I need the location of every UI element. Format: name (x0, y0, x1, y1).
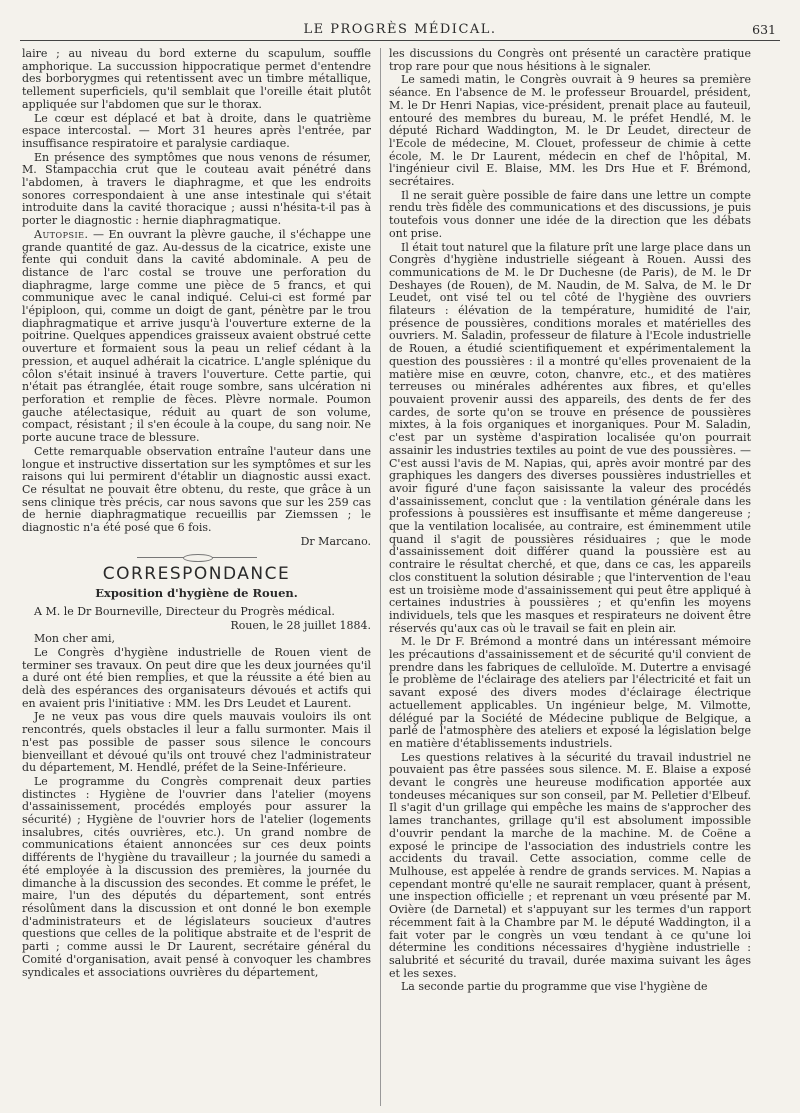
letter-address: A M. le Dr Bourneville, Directeur du Progrès médical. (34, 604, 335, 618)
column-divider (380, 48, 381, 1106)
paragraph: En présence des symptômes que nous venons de résumer, M. Stampacchia crut que le couteau avait pénétré dans l'abdomen, à travers le diaphragme, et que les endroits sonores correspondaient à une anse intestinale qui s'était introduite dans la cavité thoracique ; aussi n'hésita-t-il pas à porter le diagnostic : hernie diaphragmatique. (22, 150, 371, 228)
signature: Dr Marcano. (300, 534, 371, 548)
paragraph: Les questions relatives à la sécurité du travail industriel ne pouvaient pas être passées sous silence. M. E. Blaise a exposé devant le congrès une heureuse modification apportée aux tondeuses mécaniques sur son conseil, par M. Pelletier d'Elbeuf. Il s'agit d'un grillage qui empêche les mains de s'approcher des lames tranchantes, grillage qu'il est absolument impossible d'ouvrir pendant la marche de la machine. M. de Coëne a exposé le principe de l'association des industriels contre les accidents du travail. Cette association, comme celle de Mulhouse, est appelée à rendre de grands services. M. Napias a cependant montré qu'elle ne saurait remplacer, quant à présent, une inspection officielle ; et reprenant un vœu présenté par M. Ovière (de Darnetal) et s'appuyant sur les termes d'un rapport récemment fait à la Chambre par M. le député Waddington, il a fait voter par le congrès un vœu tendant à ce qu'une loi détermine les conditions nécessaires d'hygiène industrielle : salubrité et sécurité du travail, durée maxima suivant les âges et les sexes. (389, 750, 751, 980)
article-title: Exposition d'hygiène de Rouen. (95, 586, 298, 601)
left-column (22, 48, 371, 1106)
paragraph: Le programme du Congrès comprenait deux parties distinctes : Hygiène de l'ouvrier dans l'atelier (moyens d'assainissement, procédés employés pour assurer la sécurité) ; Hygiène de l'ouvrier hors de l'atelier (logements insalubres, cités ouvrières, etc.). Un grand nombre de communications étaient annoncées sur ces deux points différents de l'hygiène du travailleur ; la journée du samedi a été employée à la discussion des premières, la journée du dimanche à la discussion des secondes. Et comme le préfet, le maire, l'un des députés du département, sont entrés résolûment dans la discussion et ont donné le bon exemple d'administrateurs et de législateurs soucieux d'autres questions que celles de la politique abstraite et de l'esprit de parti ; comme aussi le Dr Laurent, secrétaire général du Comité d'organisation, avait pensé à convoquer les chambres syndicales et associations ouvrières du département, (22, 774, 371, 979)
paragraph: Je ne veux pas vous dire quels mauvais vouloirs ils ont rencontrés, quels obstacles il leur a fallu surmonter. Mais il n'est pas possible de passer sous silence le concours bienveillant et dévoué qu'ils ont trouvé chez l'administrateur du département, M. Hendlé, préfet de la Seine-Inférieure. (22, 710, 371, 775)
letter-salutation: Mon cher ami, (34, 632, 115, 646)
right-column (389, 48, 751, 1106)
page-header (20, 20, 780, 41)
letter-dateline: Rouen, le 28 juillet 1884. (230, 618, 371, 632)
paragraph: Le cœur est déplacé et bat à droite, dans le quatrième espace intercostal. — Mort 31 heures après l'entrée, par insuffisance respiratoire et paralysie cardiaque. (22, 111, 371, 150)
paragraph-autopsie (22, 229, 371, 445)
paragraph: les discussions du Congrès ont présenté un caractère pratique trop rare pour que nous hésitions à le signaler. (389, 48, 751, 73)
ornament-divider (137, 554, 257, 562)
paragraph: Il était tout naturel que la filature prît une large place dans un Congrès d'hygiène industrielle siégeant à Rouen. Aussi des communications de M. le Dr Duchesne (de Paris), de M. le Dr Deshayes (de Rouen), de M. Naudin, de M. Salva, de M. le Dr Leudet, ont visé tel ou tel côté de l'hygiène des ouvriers filateurs : élévation de la température, humidité de l'air, présence de poussières, conditions morales et matérielles des ouvriers. M. Saladin, professeur de filature à l'Ecole industrielle de Rouen, a étudié scientifiquement et expérimentalement la question des poussières : il a montré qu'elles provenaient de la matière mise en œuvre, coton, chanvre, etc., et des matières terreuses ou minérales adhérentes aux fibres, et qu'elles pouvaient provenir aussi des appareils, des dents de fer des cardes, de sorte qu'on se trouve en présence de poussières mixtes, à la fois organiques et inorganiques. Pour M. Saladin, c'est par un système d'aspiration localisée qu'on pourrait assainir les industries textiles au point de vue des poussières. — C'est aussi l'avis de M. Napias, qui, après avoir montré par des graphiques les dangers des diverses poussières industrielles et avoir figuré d'une façon saisissante la valeur des procédés d'assainissement, conclut que : la ventilation générale dans les professions à poussières est insuffisante et même dangereuse ; que la ventilation localisée, au contraire, est éminemment utile quand il s'agit de poussières résiduaires ; que le mode d'assainissement doit différer quand la poussière est au contraire le résultat cherché, et que, dans ce cas, les appareils clos constituent la solution désirable ; que l'intervention de l'eau est un troisième mode d'assainissement qui peut être appliqué à certaines industries à poussières ; et qu'enfin les moyens individuels, tels que les masques et respirateurs ne doivent être réservés qu'aux cas où le travail se fait en plein air. (389, 240, 751, 635)
paragraph: Le Congrès d'hygiène industrielle de Rouen vient de terminer ses travaux. On peut dire que les deux journées qu'il a duré ont été bien remplies, et que la réussite a été bien au delà des espérances des organisateurs dévoués et actifs qui en avaient pris l'initiative : MM. les Drs Leudet et Laurent. (22, 645, 371, 710)
autopsie-text: — En ouvrant la plèvre gauche, il s'échappe une grande quantité de gaz. Au-dessus de la cicatrice, existe une fente qui conduit dans la cavité abdominale. A peu de distance de l'arc costal se trouve une perforation du diaphragme, large comme une pièce de 5 francs, et qui communique avec le canal indiqué. Celui-ci est formé par l'épiploon, qui, comme un doigt de gant, pénètre par le trou diaphragmatique et arrive jusqu'à l'ouverture externe de la poitrine. Quelques appendices graisseux avaient obstrué cette ouverture et formaient sous la peau un relief cédant à la pression, et auquel adhérait la cicatrice. L'angle splénique du côlon s'était insinué à travers l'ouverture. Cette partie, qui n'était pas étranglée, était rouge sombre, sans ulcération ni perforation et remplie de fèces. Plèvre normale. Poumon gauche atélectasique, réduit au quart de son volume, compact, résistant ; il s'en écoule à la coupe, du sang noir. Ne porte aucune trace de blessure. (22, 227, 371, 445)
paragraph: laire ; au niveau du bord externe du scapulum, souffle amphorique. La succussion hippocratique permet d'entendre des borborygmes qui retentissent avec un timbre métallique, tellement superficiels, qu'il semblait que l'oreille était plutôt appliquée sur l'abdomen que sur le thorax. (22, 48, 371, 111)
page-number: 631 (752, 22, 776, 37)
paragraph: Cette remarquable observation entraîne l'auteur dans une longue et instructive dissertation sur les symptômes et sur les raisons qui lui permirent d'établir un diagnostic aussi exact. Ce résultat ne pouvait être obtenu, du reste, que grâce à un sens clinique très précis, car nous savons que sur les 259 cas de hernie diaphragmatique recueillis par Ziemssen ; le diagnostic n'a été posé que 6 fois. (22, 444, 371, 535)
paragraph: Le samedi matin, le Congrès ouvrait à 9 heures sa première séance. En l'absence de M. le professeur Brouardel, président, M. le Dr Henri Napias, vice-président, prenait place au fauteuil, entouré des membres du bureau, M. le préfet Hendlé, M. le député Richard Waddington, M. le Dr Leudet, directeur de l'Ecole de médecine, M. Clouet, professeur de chimie à cette école, M. le Dr Laurent, médecin en chef de l'hôpital, M. l'ingénieur civil E. Blaise, MM. les Drs Hue et F. Brémond, secrétaires. (389, 73, 751, 189)
paragraph: La seconde partie du programme que vise l'hygiène de (401, 980, 708, 994)
autopsie-label: Autopsie. (34, 227, 89, 241)
paragraph: M. le Dr F. Brémond a montré dans un intéressant mémoire les précautions d'assainissement et de sécurité qu'il convient de prendre dans les fabriques de celluloïde. M. Dutertre a envisagé le problème de l'éclairage des ateliers par l'électricité et fait un savant exposé des divers modes d'éclairage électrique actuellement applicables. Un ingénieur belge, M. Vilmotte, délégué par la Société de Médecine publique de Belgique, a parlé de l'atmosphère des ateliers et exposé la législation belge en matière d'établissements industriels. (389, 635, 751, 750)
section-title: CORRESPONDANCE (102, 564, 291, 585)
paragraph: Il ne serait guère possible de faire dans une lettre un compte rendu très fidèle des communications et des discussions, je puis toutefois vous donner une idée de la direction que les débats ont prise. (389, 188, 751, 240)
running-title: LE PROGRÈS MÉDICAL. (303, 22, 497, 37)
